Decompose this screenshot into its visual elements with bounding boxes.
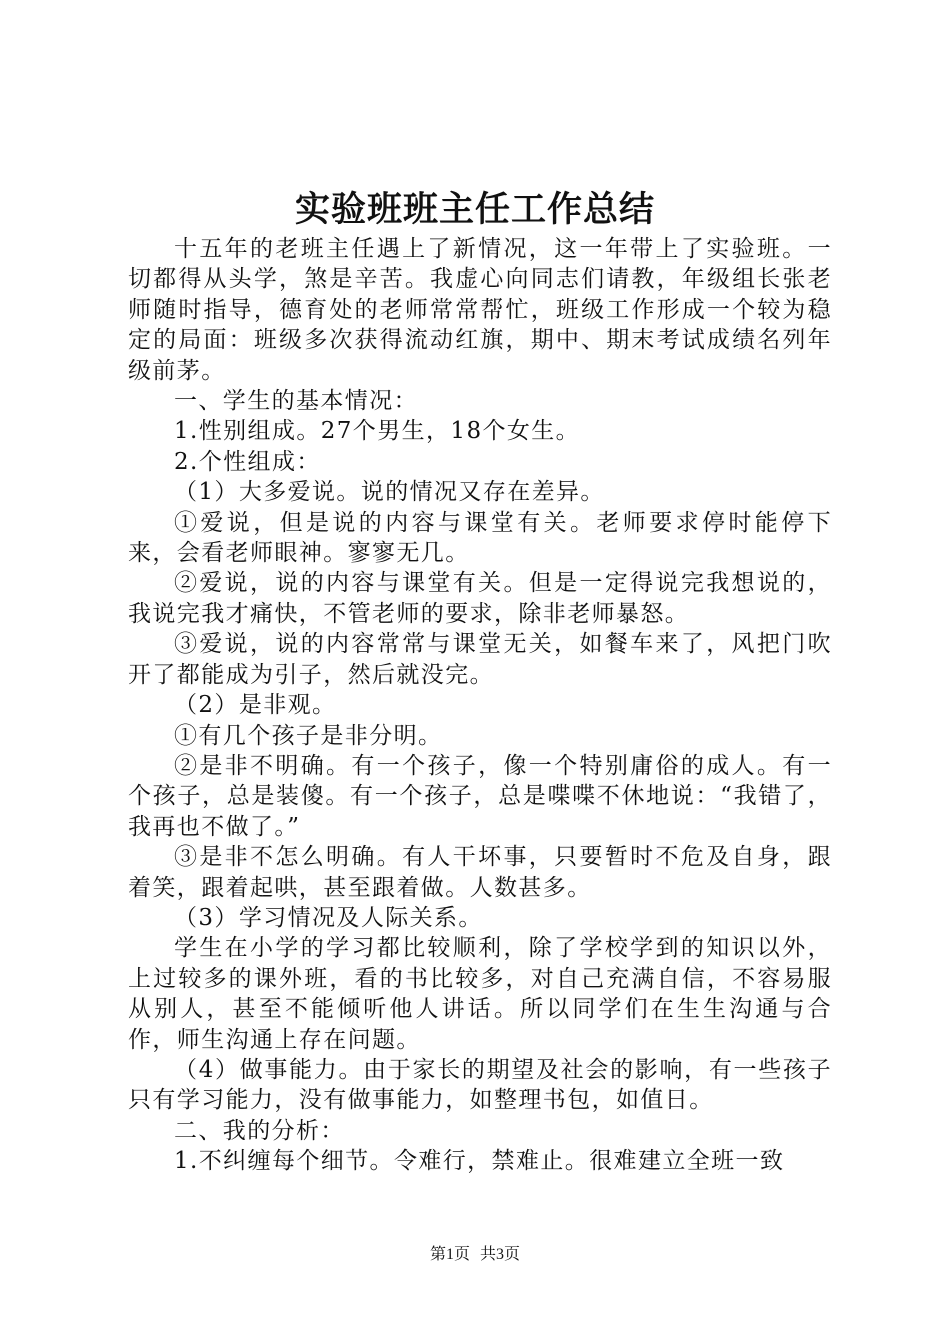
paragraph: ③爱说，说的内容常常与课堂无关，如餐车来了，风把门吹开了都能成为引子，然后就没完。 [128, 631, 832, 688]
paragraph: （4）做事能力。由于家长的期望及社会的影响，有一些孩子只有学习能力，没有做事能力，如整理书包，如值日。 [128, 1056, 832, 1114]
document-title: 实验班班主任工作总结 [294, 189, 655, 230]
paragraph: ②是非不明确。有一个孩子，像一个特别庸俗的成人。有一个孩子，总是装傻。有一个孩子，总是喋喋不休地说：“我错了，我再也不做了。” [128, 752, 832, 840]
section-heading: 一、学生的基本情况： [174, 388, 418, 415]
paragraph: 十五年的老班主任遇上了新情况，这一年带上了实验班。一切都得从头学，煞是辛苦。我虚心向同志们请教，年级组长张老师随时指导，德育处的老师常常帮忙，班级工作形成一个较为稳定的局面：班级多次获得流动红旗，期中、期末考试成绩名列年级前茅。 [128, 236, 832, 384]
paragraph: （1）大多爱说。说的情况又存在差异。 [174, 479, 605, 506]
paragraph: 学生在小学的学习都比较顺利，除了学校学到的知识以外，上过较多的课外班，看的书比较多，对自己充满自信，不容易服从别人，甚至不能倾听他人讲话。所以同学们在生生沟通与合作，师生沟通上存在问题。 [128, 935, 832, 1053]
section-heading: 二、我的分析： [174, 1117, 345, 1144]
paragraph: ①爱说，但是说的内容与课堂有关。老师要求停时能停下来，会看老师眼神。寥寥无几。 [128, 509, 832, 567]
paragraph: 2.个性组成： [174, 448, 321, 475]
paragraph: ①有几个孩子是非分明。 [174, 722, 443, 749]
paragraph: 1.性别组成。27个男生，18个女生。 [174, 418, 581, 445]
page-footer [0, 1244, 950, 1266]
paragraph: （2）是非观。 [174, 692, 337, 719]
paragraph: （3）学习情况及人际关系。 [174, 904, 483, 931]
paragraph: ②爱说，说的内容与课堂有关。但是一定得说完我想说的，我说完我才痛快，不管老师的要求，除非老师暴怒。 [128, 570, 832, 627]
page-total: 共3页 [480, 1246, 521, 1263]
paragraph: ③是非不怎么明确。有人干坏事，只要暂时不危及自身，跟着笑，跟着起哄，甚至跟着做。人数甚多。 [128, 844, 832, 901]
document-body [128, 234, 832, 1177]
paragraph: 1.不纠缠每个细节。令难行，禁难止。很难建立全班一致 [174, 1148, 785, 1175]
page-number: 第1页 [429, 1246, 470, 1263]
